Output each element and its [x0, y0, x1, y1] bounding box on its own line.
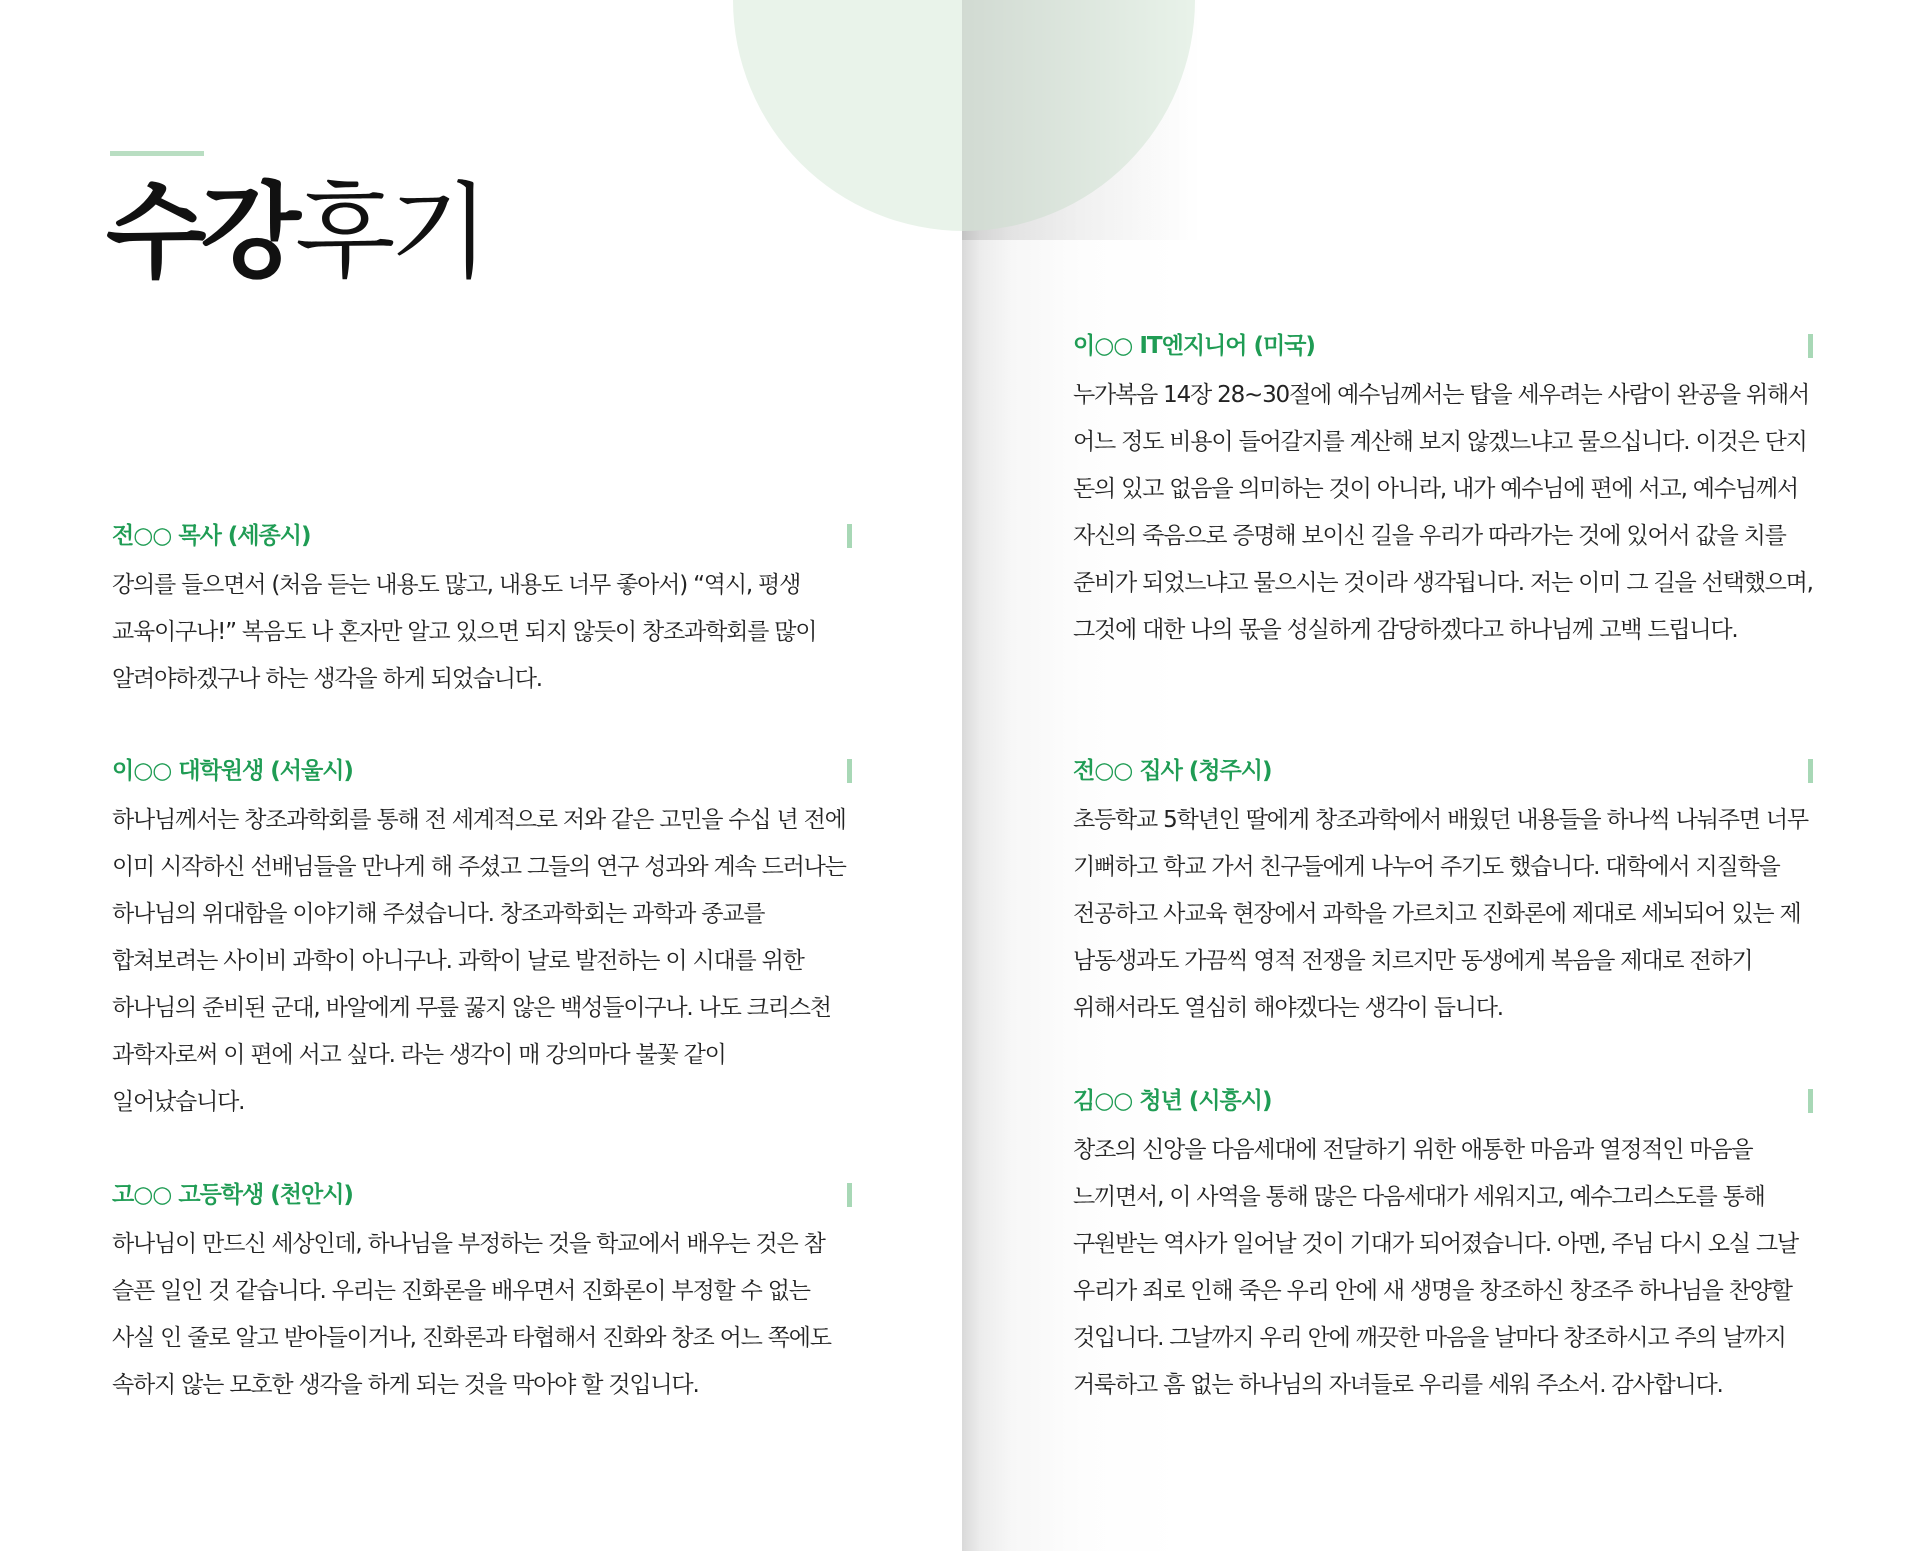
review-marker: [1808, 759, 1813, 783]
review-card: [1073, 753, 1813, 1032]
review-text: 하나님께서는 창조과학회를 통해 전 세계적으로 저와 같은 고민을 수십 년 전에 이미 시작하신 선배님들을 만나게 해 주셨고 그들의 연구 성과와 계속 드러나는 하나님의 위대함을 이야기해 주셨습니다. 창조과학회는 과학과 종교를 합쳐보려는 사이비 과학이 아니구나. 과학이 날로 발전하는 이 시대를 위한 하나님의 준비된 군대, 바알에게 무릎 꿇지 않은 백성들이구나. 나도 크리스천 과학자로써 이 편에 서고 싶다. 라는 생각이 매 강의마다 불꽃 같이 일어났습니다.: [112, 807, 846, 1115]
reviewer-name: 전○○ 목사 (세종시): [112, 523, 311, 549]
review-header: [1073, 1083, 1813, 1119]
reviewer-name: 고○○ 고등학생 (천안시): [112, 1182, 353, 1208]
page-title-bold: 수강: [106, 171, 295, 293]
review-header: [112, 1177, 852, 1213]
review-marker: [847, 524, 852, 548]
review-text: 초등학교 5학년인 딸에게 창조과학에서 배웠던 내용들을 하나씩 나눠주면 너무 기뻐하고 학교 가서 친구들에게 나누어 주기도 했습니다. 대학에서 지질학을 전공하고 사교육 현장에서 과학을 가르치고 진화론에 제대로 세뇌되어 있는 제 남동생과도 가끔씩 영적 전쟁을 치르지만 동생에게 복음을 제대로 전하기 위해서라도 열심히 해야겠다는 생각이 듭니다.: [1073, 807, 1808, 1021]
page-title: [106, 166, 484, 298]
reviewer-name: 이○○ 대학원생 (서울시): [112, 758, 353, 784]
review-header: [112, 753, 852, 789]
page-title-light: 후기: [294, 171, 484, 293]
review-text: 창조의 신앙을 다음세대에 전달하기 위한 애통한 마음과 열정적인 마음을 느끼면서, 이 사역을 통해 많은 다음세대가 세워지고, 예수그리스도를 통해 구원받는 역사가 일어날 것이 기대가 되어졌습니다. 아멘, 주님 다시 오실 그날 우리가 죄로 인해 죽은 우리 안에 새 생명을 창조하신 창조주 하나님을 찬양할 것입니다. 그날까지 우리 안에 깨끗한 마음을 날마다 창조하시고 주의 날까지 거룩하고 흠 없는 하나님의 자녀들로 우리를 세워 주소서. 감사합니다.: [1073, 1137, 1798, 1398]
review-card: [112, 753, 852, 1126]
review-marker: [847, 759, 852, 783]
review-text: 하나님이 만드신 세상인데, 하나님을 부정하는 것을 학교에서 배우는 것은 참 슬픈 일인 것 같습니다. 우리는 진화론을 배우면서 진화론이 부정할 수 없는 사실 인 줄로 알고 받아들이거나, 진화론과 타협해서 진화와 창조 어느 쪽에도 속하지 않는 모호한 생각을 하게 되는 것을 막아야 할 것입니다.: [112, 1231, 831, 1398]
review-marker: [847, 1183, 852, 1207]
review-card: [112, 1177, 852, 1409]
review-header: [1073, 328, 1813, 364]
review-marker: [1808, 334, 1813, 358]
review-header: [112, 518, 852, 554]
review-marker: [1808, 1089, 1813, 1113]
title-rule: [110, 151, 204, 156]
review-card: [112, 518, 852, 703]
review-header: [1073, 753, 1813, 789]
reviewer-name: 전○○ 집사 (청주시): [1073, 758, 1272, 784]
review-text: 강의를 들으면서 (처음 듣는 내용도 많고, 내용도 너무 좋아서) “역시, 평생 교육이구나!” 복음도 나 혼자만 알고 있으면 되지 않듯이 창조과학회를 많이 알려야하겠구나 하는 생각을 하게 되었습니다.: [112, 572, 817, 692]
review-card: [1073, 1083, 1813, 1409]
reviewer-name: 김○○ 청년 (시흥시): [1073, 1088, 1272, 1114]
reviewer-name: 이○○ IT엔지니어 (미국): [1073, 333, 1315, 359]
review-card: [1073, 328, 1813, 654]
review-text: 누가복음 14장 28~30절에 예수님께서는 탑을 세우려는 사람이 완공을 위해서 어느 정도 비용이 들어갈지를 계산해 보지 않겠느냐고 물으십니다. 이것은 단지 돈의 있고 없음을 의미하는 것이 아니라, 내가 예수님에 편에 서고, 예수님께서 자신의 죽음으로 증명해 보이신 길을 우리가 따라가는 것에 있어서 값을 치를 준비가 되었느냐고 물으시는 것이라 생각됩니다. 저는 이미 그 길을 선택했으며, 그것에 대한 나의 몫을 성실하게 감당하겠다고 하나님께 고백 드립니다.: [1073, 382, 1813, 643]
